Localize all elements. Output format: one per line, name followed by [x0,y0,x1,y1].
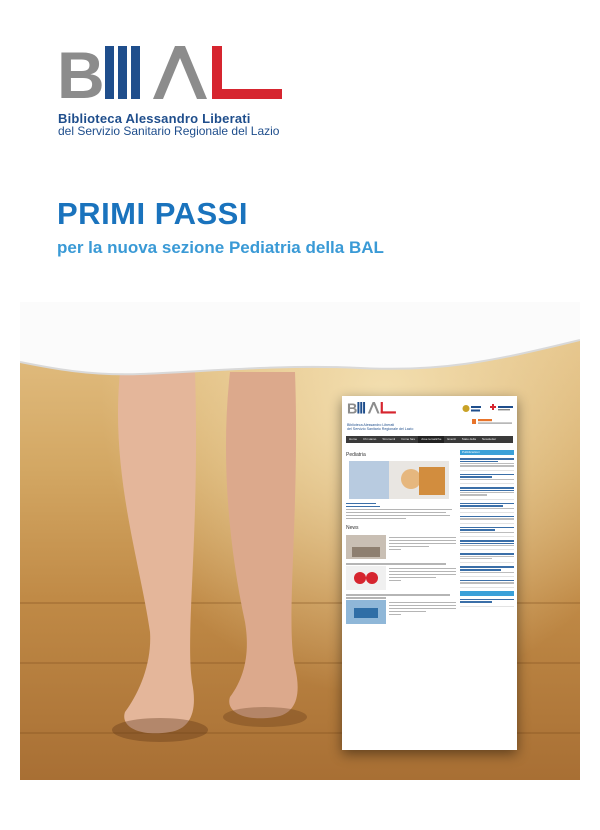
sidebar-item [460,550,514,563]
news-image [346,566,386,590]
sidebar-item [460,596,514,607]
sidebar-item [460,577,514,588]
nav-item-active[interactable]: Aree tematiche [418,436,444,443]
nav-item[interactable]: Home [349,437,358,441]
news-item [346,594,456,624]
nav-item[interactable]: Strumenti [382,437,396,441]
sidebar-heading: Pubblicazioni [460,450,514,455]
screenshot-nav [346,436,513,443]
page-title: PRIMI PASSI [57,196,248,231]
screenshot-text-lines [346,503,456,519]
screenshot-logo [347,401,397,423]
logo-text [58,112,279,138]
screenshot-page-heading: Pediatria [346,452,366,458]
screenshot-logo-text: Biblioteca Alessandro Liberati del Servizio Sanitario Regionale del Lazio [347,423,414,431]
logo-line-2: del Servizio Sanitario Regionale del Lazio [58,124,280,138]
regione-lazio-logo [462,403,482,414]
nav-item[interactable]: Eventi [447,437,456,441]
sidebar-item [460,563,514,576]
sidebar-item [460,537,514,550]
news-item [346,563,456,590]
sidebar-item [460,500,514,513]
white-dress [20,302,580,392]
nav-item[interactable]: Newsletter [481,437,497,441]
nav-item[interactable]: Chi siamo [363,437,377,441]
logo-line-1: Biblioteca Alessandro Liberati [58,111,251,126]
hero-photo [20,302,580,780]
news-item [346,535,456,559]
sidebar-item [460,513,514,524]
screenshot-hero-image [349,461,449,499]
sidebar-item [460,471,514,484]
news-image [346,535,386,559]
screenshot-sidebar [460,450,514,607]
logo-letter-a [153,46,207,99]
dep-lazio-logo [472,418,514,426]
svg-text:B: B [347,401,358,418]
page-subtitle: per la nuova sezione Pediatria della BAL [57,238,384,257]
logo-bar-2 [118,46,127,99]
screenshot-main [346,446,456,624]
salute-lazio-logo [488,403,514,414]
logo-bar-1 [105,46,114,99]
nav-item[interactable]: Stato della [461,437,476,441]
nav-item[interactable]: Come fare [401,437,416,441]
news-image [346,600,386,624]
sidebar-item [460,455,514,471]
logo-bar-3 [131,46,140,99]
sidebar-item [460,524,514,537]
website-screenshot [342,396,517,750]
child-legs [80,332,340,762]
logo-underline [212,89,282,99]
logo-letter-b: B [57,42,105,112]
screenshot-news-heading: News [346,525,359,532]
sidebar-item [460,484,514,500]
